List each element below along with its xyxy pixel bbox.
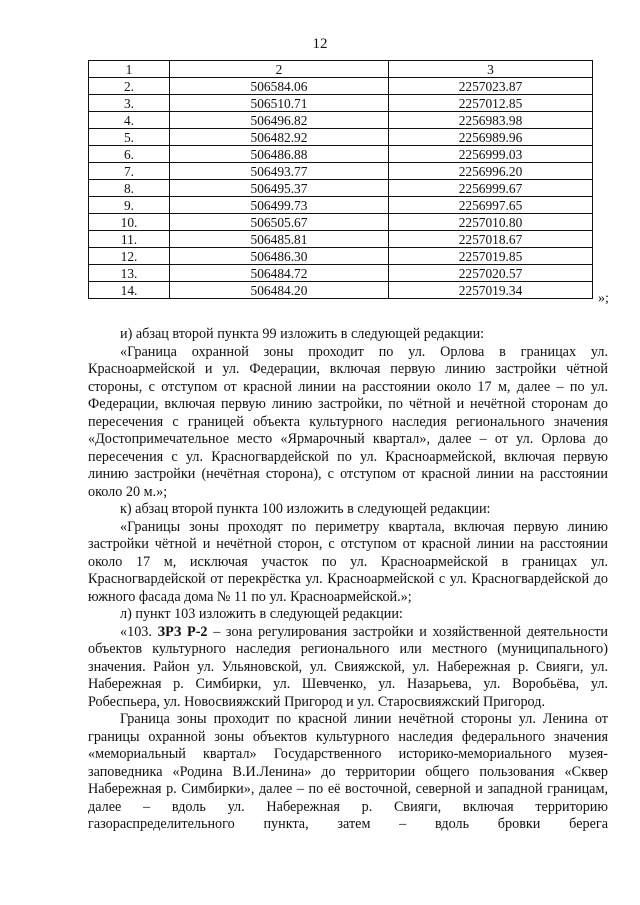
table-row xyxy=(89,214,593,231)
x-coordinate-cell: 506584.06 xyxy=(170,78,389,95)
y-coordinate-cell: 2257020.57 xyxy=(389,265,593,282)
x-coordinate-cell: 506510.71 xyxy=(170,95,389,112)
point-number-cell: 2. xyxy=(89,78,170,95)
table-row xyxy=(89,248,593,265)
x-coordinate-cell: 506482.92 xyxy=(170,129,389,146)
point-number-cell: 8. xyxy=(89,180,170,197)
y-coordinate-cell: 2256983.98 xyxy=(389,112,593,129)
y-coordinate-cell: 2257019.34 xyxy=(389,282,593,299)
zone-code: ЗРЗ Р-2 xyxy=(157,623,208,640)
table-row xyxy=(89,146,593,163)
table-row xyxy=(89,180,593,197)
point-number-cell: 7. xyxy=(89,163,170,180)
y-coordinate-cell: 2256989.96 xyxy=(389,129,593,146)
x-coordinate-cell: 506485.81 xyxy=(170,231,389,248)
point-number-cell: 3. xyxy=(89,95,170,112)
x-coordinate-cell: 506484.20 xyxy=(170,282,389,299)
table-row xyxy=(89,282,593,299)
page-number: 12 xyxy=(312,36,328,52)
x-coordinate-cell: 506484.72 xyxy=(170,265,389,282)
y-coordinate-cell: 2257023.87 xyxy=(389,78,593,95)
x-coordinate-cell: 506499.73 xyxy=(170,197,389,214)
table-closing-quote: »; xyxy=(598,291,609,306)
paragraph-item-i: и) абзац второй пункта 99 изложить в следующей редакции: xyxy=(120,326,485,342)
clause-number: «103. xyxy=(120,623,152,640)
coordinates-table-body xyxy=(89,61,593,299)
point-number-cell: 13. xyxy=(89,265,170,282)
header-cell: 1 xyxy=(89,61,170,78)
point-number-cell: 6. xyxy=(89,146,170,163)
paragraph-quote-103 xyxy=(88,624,608,712)
coordinates-table xyxy=(88,60,593,299)
x-coordinate-cell: 506493.77 xyxy=(170,163,389,180)
point-number-cell: 14. xyxy=(89,282,170,299)
header-cell: 3 xyxy=(389,61,593,78)
y-coordinate-cell: 2256999.67 xyxy=(389,180,593,197)
y-coordinate-cell: 2257018.67 xyxy=(389,231,593,248)
paragraph-quote-100: «Границы зоны проходят по периметру квартала, включая первую линию застройки чётной и нечётной сторон, с отступом от красной линии на расстоянии около 17 м, исключая участок по ул. Красноармейской в границах ул. Красногвардейской от перекрёстка ул. Красноармейской с ул. Красногвардейской до южного фасада дома № 11 по ул. Красноармейской.»; xyxy=(88,518,608,605)
x-coordinate-cell: 506496.82 xyxy=(170,112,389,129)
document-body xyxy=(88,326,608,834)
point-number-cell: 10. xyxy=(89,214,170,231)
y-coordinate-cell: 2256997.65 xyxy=(389,197,593,214)
table-row xyxy=(89,265,593,282)
table-row xyxy=(89,78,593,95)
paragraph-item-l: л) пункт 103 изложить в следующей редакции: xyxy=(120,606,403,622)
table-row xyxy=(89,163,593,180)
point-number-cell: 12. xyxy=(89,248,170,265)
y-coordinate-cell: 2256999.03 xyxy=(389,146,593,163)
x-coordinate-cell: 506486.30 xyxy=(170,248,389,265)
zone-description: – зона регулирования застройки и хозяйственной деятельности объектов культурного наследия регионального или местного (муниципального) значения. Район ул. Ульяновской, ул. Свияжской, ул. Набережная р. Свияги, ул. Набережная р. Симбирки, ул. Шевченко, ул. Назарьева, ул. Воробьёва, ул. Робеспьера, ул. Новосвияжский Пригород и ул. Старосвияжский Пригород. xyxy=(88,623,609,710)
x-coordinate-cell: 506495.37 xyxy=(170,180,389,197)
table-row xyxy=(89,231,593,248)
table-row xyxy=(89,95,593,112)
paragraph-quote-99: «Граница охранной зоны проходит по ул. Орлова в границах ул. Красноармейской и ул. Федерации, включая первую линию застройки чётной стороны, с отступом от красной линии на расстоянии около 17 м, далее – по ул. Федерации, включая первую линию застройки, по чётной и нечётной сторонам до пересечения с границей объекта культурного наследия регионального значения «Достопримечательное место «Ярмарочный квартал», далее – от ул. Орлова до пересечения с ул. Красногвардейской по ул. Красноармейской, включая первую линию застройки (нечётная сторона), с отступом от красной линии на расстоянии около 20 м.»; xyxy=(88,343,608,500)
point-number-cell: 5. xyxy=(89,129,170,146)
point-number-cell: 9. xyxy=(89,197,170,214)
header-cell: 2 xyxy=(170,61,389,78)
x-coordinate-cell: 506486.88 xyxy=(170,146,389,163)
table-row xyxy=(89,197,593,214)
y-coordinate-cell: 2257012.85 xyxy=(389,95,593,112)
y-coordinate-cell: 2257010.80 xyxy=(389,214,593,231)
point-number-cell: 4. xyxy=(89,112,170,129)
y-coordinate-cell: 2256996.20 xyxy=(389,163,593,180)
y-coordinate-cell: 2257019.85 xyxy=(389,248,593,265)
point-number-cell: 11. xyxy=(89,231,170,248)
paragraph-item-k: к) абзац второй пункта 100 изложить в следующей редакции: xyxy=(120,501,491,517)
table-header-row xyxy=(89,61,593,78)
paragraph-boundary: Граница зоны проходит по красной линии нечётной стороны ул. Ленина от границы охранной зоны объектов культурного наследия федерального значения «мемориальный квартал» Государственного историко-мемориального музея-заповедника «Родина В.И.Ленина» до территории общего пользования «Сквер Набережная р. Симбирки», далее – по её восточной, северной и западной границам, далее – вдоль ул. Набережная р. Свияги, включая территорию газораспределительного пункта, затем – вдоль бровки берега xyxy=(88,711,608,832)
table-row xyxy=(89,112,593,129)
x-coordinate-cell: 506505.67 xyxy=(170,214,389,231)
table-row xyxy=(89,129,593,146)
